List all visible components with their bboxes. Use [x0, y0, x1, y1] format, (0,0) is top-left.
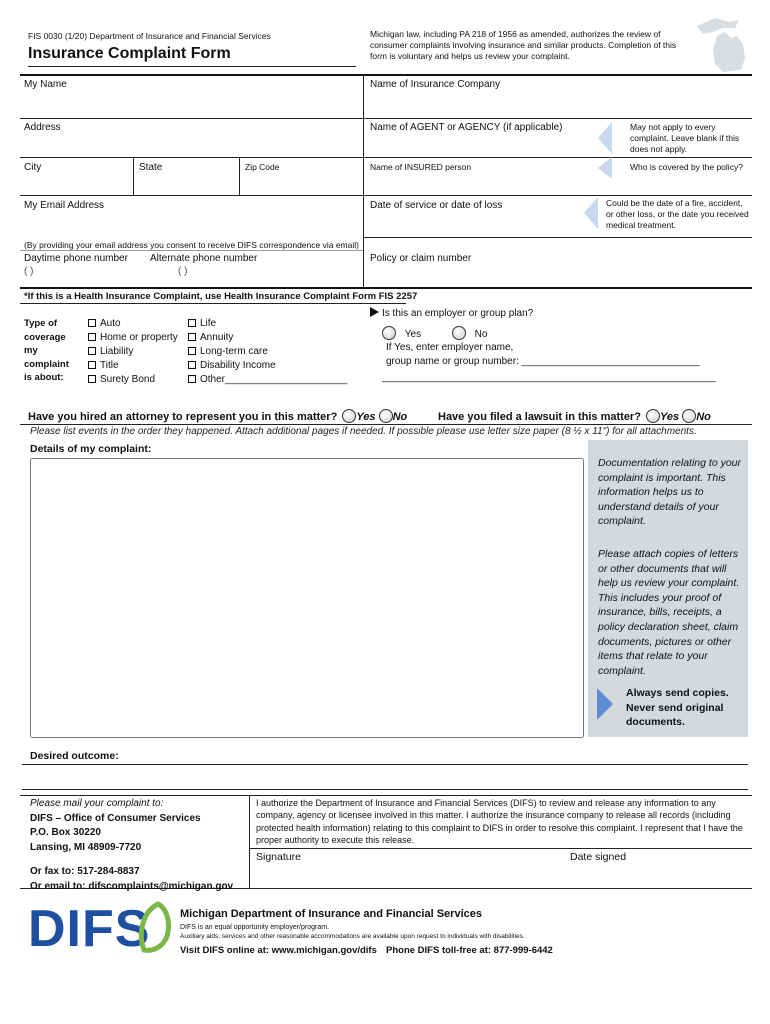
alternate-phone-input[interactable]	[214, 265, 314, 279]
form-code: FIS 0030 (1/20) Department of Insurance and Financial Services	[28, 31, 271, 41]
checkbox-life[interactable]: Life	[188, 317, 347, 331]
insurance-company-input[interactable]	[370, 95, 750, 115]
signature-input[interactable]	[256, 866, 556, 884]
checkbox-disability[interactable]: Disability Income	[188, 359, 347, 373]
email-label: My Email Address	[24, 200, 105, 211]
date-of-service-label: Date of service or date of loss	[370, 200, 503, 211]
sidebar-p3: Always send copies. Never send original documents.	[626, 687, 729, 729]
checkbox-annuity[interactable]: Annuity	[188, 331, 347, 345]
email-consent: (By providing your email address you consent to receive DIFS correspondence via email)	[24, 240, 359, 250]
sidebar-p1: Documentation relating to your complaint is important. This information helps us to understand details of your complaint.	[598, 457, 741, 528]
checkbox-title[interactable]: Title	[88, 359, 178, 373]
my-name-input[interactable]	[24, 95, 354, 115]
attorney-row: Have you hired an attorney to represent you in this matter? Yes No	[28, 411, 408, 423]
checkbox-surety-bond[interactable]: Surety Bond	[88, 373, 178, 387]
details-textarea[interactable]	[30, 458, 584, 738]
employer-no-radio[interactable]	[452, 326, 466, 340]
lawsuit-row: Have you filed a lawsuit in this matter? Yes No	[438, 411, 711, 423]
city-label: City	[24, 162, 42, 173]
agent-hint: May not apply to every complaint. Leave blank if this does not apply.	[630, 122, 740, 154]
mail-block: Please mail your complaint to: DIFS – Office of Consumer Services P.O. Box 30220 Lansing, MI 48909-7720 Or fax to: 517-284-8837 Or email to: difscomplaints@michigan.gov	[30, 798, 234, 892]
checkbox-home[interactable]: Home or property	[88, 331, 178, 345]
date-hint: Could be the date of a fire, accident, or other loss, or the date you received medical treatment.	[606, 198, 749, 230]
insured-hint: Who is covered by the policy?	[630, 162, 743, 172]
coverage-col1	[88, 317, 178, 387]
policy-number-label: Policy or claim number	[370, 253, 472, 264]
checkbox-auto[interactable]: Auto	[88, 317, 178, 331]
date-signed-label: Date signed	[570, 851, 627, 863]
difs-logo: DIFS	[28, 900, 151, 958]
checkbox-liability[interactable]: Liability	[88, 345, 178, 359]
footer-online: Visit DIFS online at: www.michigan.gov/difs	[180, 945, 377, 956]
footer-equal: DIFS is an equal opportunity employer/program.	[180, 924, 330, 931]
legal-notice: Michigan law, including PA 218 of 1956 as amended, authorizes the review of consumer complaints involving insurance and similar products. Completion of this form is voluntary and helps us review your complaint.	[370, 29, 677, 61]
health-notice: *If this is a Health Insurance Complaint, use Health Insurance Complaint Form FIS 2257	[24, 291, 418, 302]
footer-aux: Auxiliary aids, services and other reasonable accommodations are available upon request to individuals with disabilities.	[180, 933, 525, 940]
zip-label: Zip Code	[245, 162, 280, 172]
address-label: Address	[24, 122, 61, 133]
employer-if-yes: If Yes, enter employer name,	[386, 342, 514, 353]
michigan-map-icon	[695, 14, 753, 76]
footer-dept: Michigan Department of Insurance and Financial Services	[180, 908, 482, 920]
employer-radio-group: Yes No	[382, 326, 487, 340]
insured-label: Name of INSURED person	[370, 162, 472, 172]
pointer-arrow-icon	[598, 122, 612, 154]
details-label: Details of my complaint:	[30, 443, 152, 455]
employer-question: Is this an employer or group plan?	[370, 307, 533, 319]
address-input[interactable]	[24, 138, 354, 156]
checkbox-other[interactable]: Other______________________	[188, 373, 347, 387]
attorney-yes-radio[interactable]	[342, 409, 356, 423]
policy-number-input[interactable]	[370, 268, 750, 284]
daytime-phone-parens: ( )	[24, 266, 34, 277]
sidebar-p2: Please attach copies of letters or other documents that will help us review your complaint. This includes your proof of insurance, bills, receipts, a policy declaration sheet, claim documents, pictures or other items that relate to your complaint.	[598, 548, 740, 677]
sidebar-arrow-icon	[597, 688, 613, 720]
employer-yes-radio[interactable]	[382, 326, 396, 340]
daytime-phone-label: Daytime phone number	[24, 253, 128, 264]
employer-group-line[interactable]: group name or group number: ________________________________	[386, 356, 700, 367]
instructions: Please list events in the order they happened. Attach additional pages if needed. If possible please use letter size paper (8 ½ x 11") for all attachments.	[30, 426, 697, 437]
footer-phone: Phone DIFS toll-free at: 877-999-6442	[386, 945, 553, 956]
alternate-phone-parens: ( )	[178, 266, 188, 277]
my-name-label: My Name	[24, 79, 67, 90]
signature-label: Signature	[256, 851, 301, 863]
alternate-phone-label: Alternate phone number	[150, 253, 258, 264]
arrow-right-icon	[370, 307, 379, 317]
desired-outcome-label: Desired outcome:	[30, 750, 119, 762]
authorization-text: I authorize the Department of Insurance and Financial Services (DIFS) to review and release any information to any company, agency or licensee involved in this matter. I authorize the insurance company to release all records (including protected health information) relating to this complaint to DIFS in order to resolve this complaint. I represent that I have the proper authority to execute this release.	[256, 798, 743, 846]
lawsuit-yes-radio[interactable]	[646, 409, 660, 423]
desired-outcome-input[interactable]	[140, 748, 740, 762]
lawsuit-no-radio[interactable]	[682, 409, 696, 423]
pointer-arrow-icon	[598, 157, 612, 179]
checkbox-long-term-care[interactable]: Long-term care	[188, 345, 347, 359]
form-title: Insurance Complaint Form	[28, 45, 231, 62]
daytime-phone-input[interactable]	[60, 265, 140, 279]
employer-extra-line[interactable]: ____________________________________________________________	[382, 372, 716, 383]
agent-label: Name of AGENT or AGENCY (if applicable)	[370, 122, 563, 133]
date-signed-input[interactable]	[570, 866, 740, 884]
coverage-col2	[188, 317, 347, 387]
coverage-label: Type of coverage my complaint is about:	[24, 318, 69, 383]
state-label: State	[139, 162, 163, 173]
difs-leaf-icon	[136, 898, 176, 958]
pointer-arrow-icon	[584, 197, 598, 229]
email-input[interactable]	[24, 215, 354, 235]
attorney-no-radio[interactable]	[379, 409, 393, 423]
insurance-company-label: Name of Insurance Company	[370, 79, 501, 90]
